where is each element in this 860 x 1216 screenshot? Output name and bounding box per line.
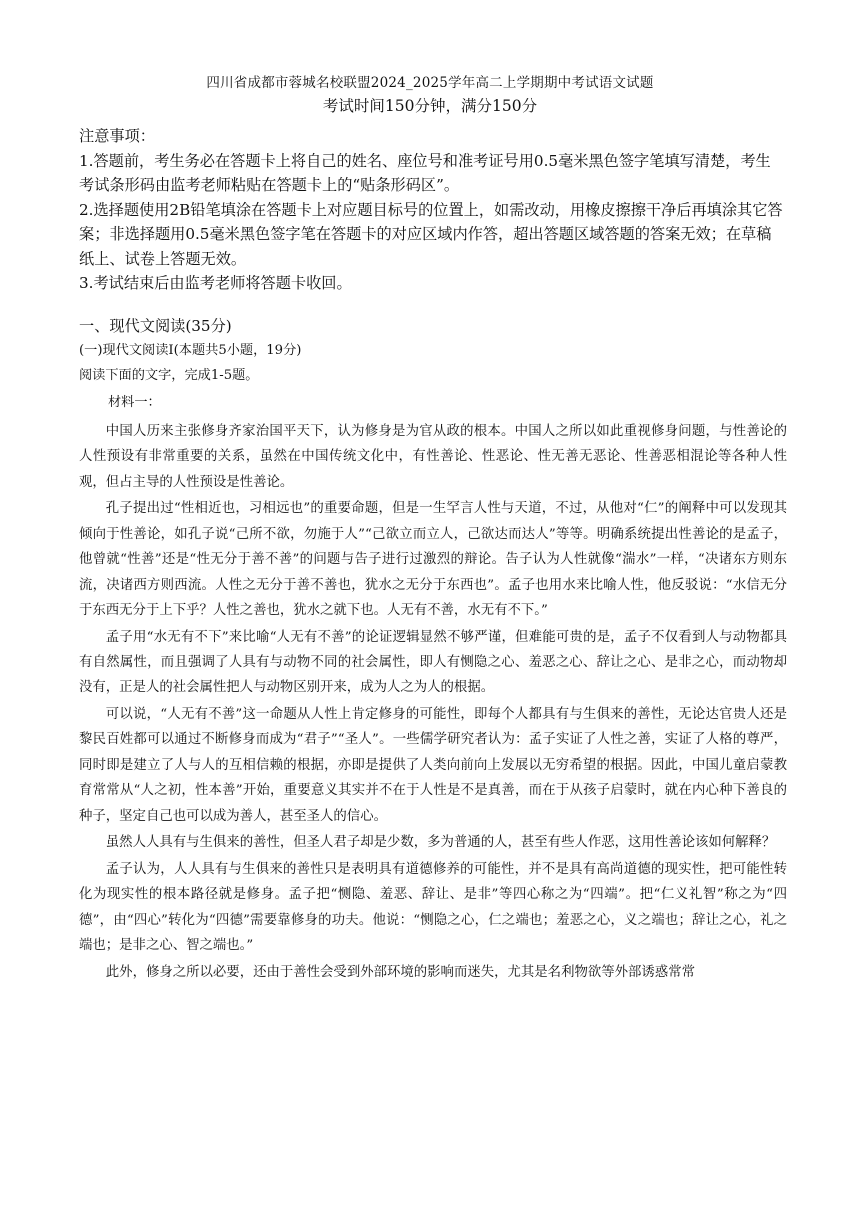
notice-block [79, 124, 785, 296]
reading-passage [79, 419, 787, 986]
passage-paragraph: 孟子用“水无有不下”来比喻“人无有不善”的论证逻辑显然不够严谨，但难能可贵的是，孟子不仅看到人与动物都具有自然属性，而且强调了人具有与动物不同的社会属性，即人有恻隐之心、羞恶之心、辞让之心、是非之心，而动物却没有，正是人的社会属性把人与动物区别开来，成为人之为人的根据。 [79, 629, 787, 696]
section-subheading: (一)现代文阅读Ⅰ(本题共5小题，19分) [79, 343, 302, 358]
passage-paragraph: 可以说，“人无有不善”这一命题从人性上肯定修身的可能性，即每个人都具有与生俱来的善性，无论达官贵人还是黎民百姓都可以通过不断修身而成为“君子”“圣人”。一些儒学研究者认为：孟子实证了人性之善，实证了人格的尊严，同时即是建立了人与人的互相信赖的根据，亦即是提供了人类向前向上发展以无穷希望的根据。因此，中国儿童启蒙教育常常从“人之初，性本善”开始，重要意义其实并不在于人性是不是真善，而在于从孩子启蒙时，就在内心种下善良的种子，坚定自己也可以成为善人，甚至圣人的信心。 [79, 707, 787, 824]
passage-paragraph: 虽然人人具有与生俱来的善性，但圣人君子却是少数，多为普通的人，甚至有些人作恶，这用性善论该如何解释？ [105, 835, 776, 851]
exam-title: 四川省成都市蓉城名校联盟2024_2025学年高二上学期期中考试语文试题 [206, 75, 654, 91]
notice-item-2: 2.选择题使用2B铅笔填涂在答题卡上对应题目标号的位置上，如需改动，用橡皮擦擦干净后再填涂其它答案；非选择题用0.5毫米黑色签字笔在答题卡的对应区域内作答，超出答题区域答题的答案无效；在草稿纸上、试卷上答题无效。 [79, 200, 783, 268]
notice-heading: 注意事项： [79, 127, 155, 145]
exam-subtitle: 考试时间150分钟，满分150分 [322, 97, 538, 115]
passage-paragraph: 此外，修身之所以必要，还由于善性会受到外部环境的影响而迷失，尤其是名利物欲等外部诱惑常常 [105, 964, 695, 980]
section-heading: 一、现代文阅读(35分) [79, 317, 232, 335]
passage-paragraph: 孟子认为，人人具有与生俱来的善性只是表明具有道德修养的可能性，并不是具有高尚道德的现实性，把可能性转化为现实性的根本路径就是修身。孟子把“恻隐、羞恶、辞让、是非”等四心称之为“四端”。把“仁义礼智”称之为“四德”，由“四心”转化为“四德”需要靠修身的功夫。他说：“恻隐之心，仁之端也；羞恶之心，义之端也；辞让之心，礼之端也；是非之心、智之端也。” [79, 861, 787, 954]
reading-instruction: 阅读下面的文字，完成1-5题。 [79, 368, 259, 383]
passage-paragraph: 中国人历来主张修身齐家治国平天下，认为修身是为官从政的根本。中国人之所以如此重视修身问题，与性善论的人性预设有非常重要的关系，虽然在中国传统文化中，有性善论、性恶论、性无善无恶论、性善恶相混论等各种人性观，但占主导的人性预设是性善论。 [79, 424, 787, 490]
passage-paragraph: 孔子提出过“性相近也，习相远也”的重要命题，但是一生罕言人性与天道，不过，从他对“仁”的阐释中可以发现其倾向于性善论，如孔子说“己所不欲，勿施于人”“己欲立而立人，己欲达而达人”等等。明确系统提出性善论的是孟子，他曾就“性善”还是“性无分于善不善”的问题与告子进行过激烈的辩论。告子认为人性就像“湍水”一样，“决诸东方则东流，决诸西方则西流。人性之无分于善不善也，犹水之无分于东西也”。孟子也用水来比喻人性，他反驳说：“水信无分于东西无分于上下乎？人性之善也，犹水之就下也。人无有不善，水无有不下。” [79, 501, 787, 619]
material-label: 材料一： [108, 395, 161, 410]
notice-item-3: 3.考试结束后由监考老师将答题卡收回。 [79, 274, 352, 292]
notice-item-1: 1.答题前，考生务必在答题卡上将自己的姓名、座位号和准考证号用0.5毫米黑色签字笔填写清楚，考生考试条形码由监考老师粘贴在答题卡上的“贴条形码区”。 [79, 151, 771, 194]
